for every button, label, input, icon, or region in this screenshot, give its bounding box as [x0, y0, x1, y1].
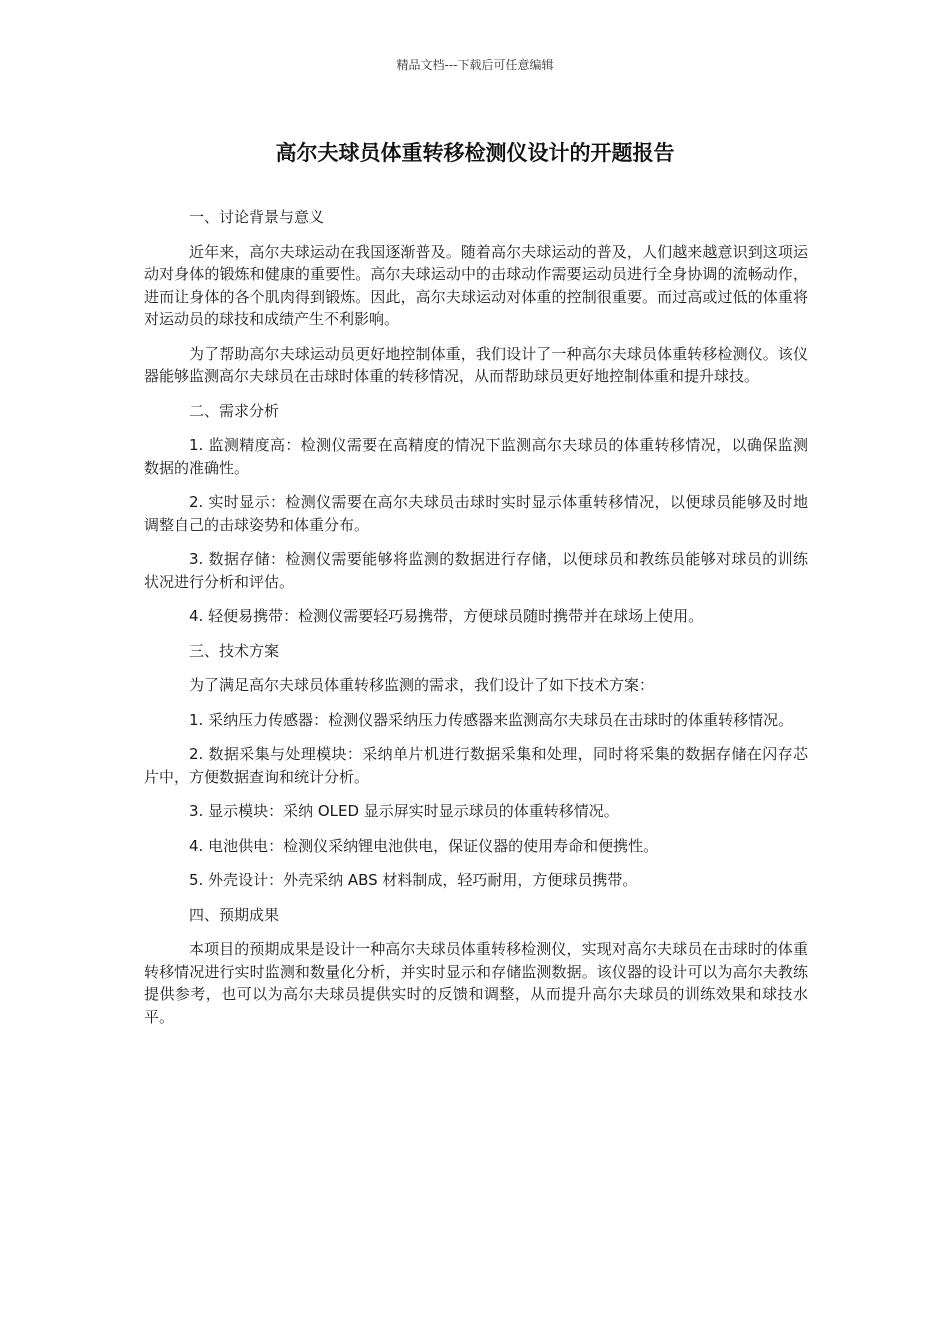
section-heading-background: 一、讨论背景与意义 [189, 208, 325, 226]
requirement-item-4: 4. 轻便易携带：检测仪需要轻巧易携带，方便球员随时携带并在球场上使用。 [189, 607, 704, 625]
section-heading-technical-plan: 三、技术方案 [189, 641, 280, 660]
technical-item-1: 1. 采纳压力传感器：检测仪器采纳压力传感器来监测高尔夫球员在击球时的体重转移情况。 [189, 710, 794, 729]
requirement-item-3: 3. 数据存储：检测仪需要能够将监测的数据进行存储，以便球员和教练员能够对球员的训练状况进行分析和评估。 [144, 550, 808, 591]
paragraph-expected-results: 本项目的预期成果是设计一种高尔夫球员体重转移检测仪，实现对高尔夫球员在击球时的体重转移情况进行实时监测和数量化分析，并实时显示和存储监测数据。该仪器的设计可以为高尔夫教练提供参考，也可以为高尔夫球员提供实时的反馈和调整，从而提升高尔夫球员的训练效果和球技水平。 [144, 940, 808, 1026]
technical-item-5: 5. 外壳设计：外壳采纳 ABS 材料制成，轻巧耐用，方便球员携带。 [189, 871, 638, 889]
section-heading-requirements: 二、需求分析 [189, 401, 280, 420]
header-note: 精品文档---下载后可任意编辑 [396, 58, 554, 72]
paragraph-background-1: 近年来，高尔夫球运动在我国逐渐普及。随着高尔夫球运动的普及，人们越来越意识到这项运动对身体的锻炼和健康的重要性。高尔夫球运动中的击球动作需要运动员进行全身协调的流畅动作，进而让身体的各个肌肉得到锻炼。因此，高尔夫球运动对体重的控制很重要。而过高或过低的体重将对运动员的球技和成绩产生不利影响。 [144, 242, 808, 328]
technical-plan-intro: 为了满足高尔夫球员体重转移监测的需求，我们设计了如下技术方案： [189, 676, 655, 694]
technical-item-4: 4. 电池供电：检测仪采纳锂电池供电，保证仪器的使用寿命和便携性。 [189, 836, 659, 855]
document-title: 高尔夫球员体重转移检测仪设计的开题报告 [275, 141, 675, 165]
section-heading-expected-results: 四、预期成果 [189, 905, 280, 924]
paragraph-background-2: 为了帮助高尔夫球运动员更好地控制体重，我们设计了一种高尔夫球员体重转移检测仪。该仪器能够监测高尔夫球员在击球时体重的转移情况，从而帮助球员更好地控制体重和提升球技。 [144, 344, 808, 385]
requirement-item-1: 1. 监测精度高：检测仪需要在高精度的情况下监测高尔夫球员的体重转移情况，以确保监测数据的准确性。 [144, 436, 808, 477]
document-body [144, 206, 808, 1040]
technical-item-2: 2. 数据采集与处理模块：采纳单片机进行数据采集和处理，同时将采集的数据存储在闪存芯片中，方便数据查询和统计分析。 [144, 745, 808, 786]
technical-item-3: 3. 显示模块：采纳 OLED 显示屏实时显示球员的体重转移情况。 [189, 802, 619, 820]
requirement-item-2: 2. 实时显示：检测仪需要在高尔夫球员击球时实时显示体重转移情况，以便球员能够及时地调整自己的击球姿势和体重分布。 [144, 493, 808, 534]
